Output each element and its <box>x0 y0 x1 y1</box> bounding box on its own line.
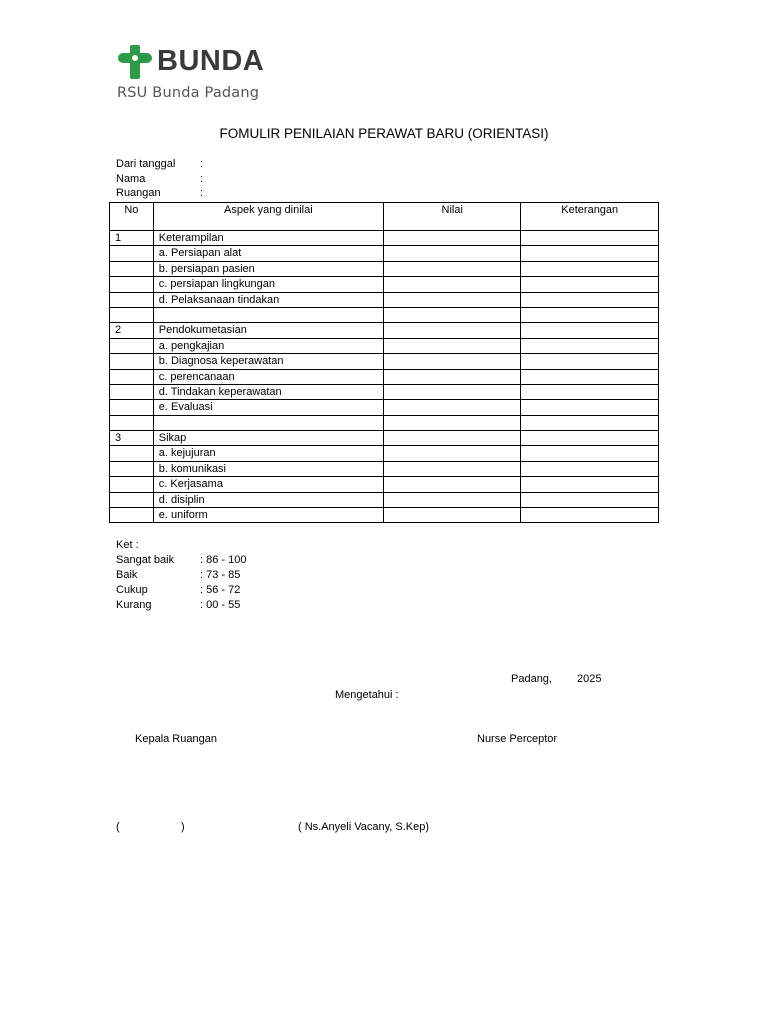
table-body <box>110 231 659 523</box>
cell-keterangan[interactable] <box>521 477 659 492</box>
cell-no <box>110 261 154 276</box>
cell-keterangan[interactable] <box>521 415 659 430</box>
cell-no <box>110 477 154 492</box>
table-row <box>110 338 659 353</box>
cell-nilai[interactable] <box>383 323 521 338</box>
form-title: FOMULIR PENILAIAN PERAWAT BARU (ORIENTASI) <box>219 126 549 141</box>
cell-aspek: d. disiplin <box>153 492 383 507</box>
table-row <box>110 369 659 384</box>
table-row <box>110 323 659 338</box>
cell-aspek: a. pengkajian <box>153 338 383 353</box>
cell-aspek: e. uniform <box>153 508 383 523</box>
field-separator: : <box>200 187 204 199</box>
legend-label: Kurang <box>116 599 152 611</box>
cell-aspek: e. Evaluasi <box>153 400 383 415</box>
cell-keterangan[interactable] <box>521 277 659 292</box>
legend-label: Cukup <box>116 584 148 596</box>
cell-keterangan[interactable] <box>521 384 659 399</box>
cell-nilai[interactable] <box>383 307 521 322</box>
cell-no <box>110 277 154 292</box>
legend-range: : 00 - 55 <box>200 599 241 611</box>
left-signer-role: Kepala Ruangan <box>135 733 217 745</box>
legend-range: : 73 - 85 <box>200 569 241 581</box>
table-row <box>110 477 659 492</box>
cell-aspek: Keterampilan <box>153 231 383 246</box>
cell-nilai[interactable] <box>383 492 521 507</box>
column-header-keterangan: Keterangan <box>521 203 659 231</box>
right-signer-role: Nurse Perceptor <box>477 733 558 745</box>
table-row <box>110 292 659 307</box>
cell-no: 3 <box>110 431 154 446</box>
cell-keterangan[interactable] <box>521 492 659 507</box>
cell-keterangan[interactable] <box>521 400 659 415</box>
cell-nilai[interactable] <box>383 277 521 292</box>
cell-keterangan[interactable] <box>521 292 659 307</box>
cell-keterangan[interactable] <box>521 261 659 276</box>
cell-nilai[interactable] <box>383 415 521 430</box>
column-header-no: No <box>110 203 154 231</box>
cell-keterangan[interactable] <box>521 338 659 353</box>
table-row <box>110 354 659 369</box>
cell-nilai[interactable] <box>383 246 521 261</box>
cell-aspek: d. Tindakan keperawatan <box>153 384 383 399</box>
cell-nilai[interactable] <box>383 477 521 492</box>
left-signer-open-paren: ( <box>116 821 120 833</box>
hospital-cross-logo-icon <box>118 45 152 79</box>
cell-aspek: c. perencanaan <box>153 369 383 384</box>
logo-wordmark: BUNDA <box>157 45 265 77</box>
table-row <box>110 261 659 276</box>
table-row <box>110 277 659 292</box>
cell-keterangan[interactable] <box>521 446 659 461</box>
cell-aspek: b. persiapan pasien <box>153 261 383 276</box>
cell-no <box>110 338 154 353</box>
cell-nilai[interactable] <box>383 292 521 307</box>
table-row <box>110 384 659 399</box>
table-row <box>110 431 659 446</box>
cell-keterangan[interactable] <box>521 231 659 246</box>
field-label-ruangan: Ruangan <box>116 187 161 199</box>
cell-no <box>110 384 154 399</box>
legend-range: : 86 - 100 <box>200 554 247 566</box>
cell-nilai[interactable] <box>383 461 521 476</box>
cell-no <box>110 354 154 369</box>
table-row <box>110 492 659 507</box>
field-separator: : <box>200 158 204 170</box>
cell-keterangan[interactable] <box>521 307 659 322</box>
field-label-dari-tanggal: Dari tanggal <box>116 158 176 170</box>
table-row <box>110 400 659 415</box>
cell-nilai[interactable] <box>383 431 521 446</box>
legend-label: Sangat baik <box>116 554 175 566</box>
signature-place: Padang, <box>511 673 552 685</box>
legend-range: : 56 - 72 <box>200 584 241 596</box>
cell-no <box>110 369 154 384</box>
cell-aspek: a. kejujuran <box>153 446 383 461</box>
legend-label: Baik <box>116 569 138 581</box>
cell-aspek: Pendokumetasian <box>153 323 383 338</box>
field-separator: : <box>200 173 204 185</box>
column-header-nilai: Nilai <box>383 203 521 231</box>
field-label-nama: Nama <box>116 173 146 185</box>
table-row <box>110 446 659 461</box>
cell-nilai[interactable] <box>383 508 521 523</box>
legend-heading: Ket : <box>116 539 139 551</box>
cell-no <box>110 461 154 476</box>
table-header-row <box>110 203 659 231</box>
cell-keterangan[interactable] <box>521 323 659 338</box>
cell-nilai[interactable] <box>383 231 521 246</box>
cell-nilai[interactable] <box>383 446 521 461</box>
table-row <box>110 307 659 322</box>
table-row <box>110 508 659 523</box>
cell-nilai[interactable] <box>383 338 521 353</box>
signature-year: 2025 <box>577 673 602 685</box>
cell-no: 2 <box>110 323 154 338</box>
left-signer-close-paren: ) <box>181 821 185 833</box>
cell-aspek: Sikap <box>153 431 383 446</box>
cell-keterangan[interactable] <box>521 354 659 369</box>
cell-keterangan[interactable] <box>521 369 659 384</box>
cell-no <box>110 492 154 507</box>
acknowledged-label: Mengetahui : <box>335 689 399 701</box>
cell-nilai[interactable] <box>383 384 521 399</box>
cell-no <box>110 508 154 523</box>
cell-no: 1 <box>110 231 154 246</box>
cell-aspek: d. Pelaksanaan tindakan <box>153 292 383 307</box>
cell-no <box>110 400 154 415</box>
cell-no <box>110 292 154 307</box>
cell-keterangan[interactable] <box>521 461 659 476</box>
logo-subtitle: RSU Bunda Padang <box>117 85 260 101</box>
table-row <box>110 246 659 261</box>
column-header-aspek: Aspek yang dinilai <box>153 203 383 231</box>
cell-aspek: a. Persiapan alat <box>153 246 383 261</box>
cell-no <box>110 246 154 261</box>
cell-aspek: c. persiapan lingkungan <box>153 277 383 292</box>
cell-nilai[interactable] <box>383 369 521 384</box>
cell-no <box>110 307 154 322</box>
cell-aspek <box>153 307 383 322</box>
cell-keterangan[interactable] <box>521 431 659 446</box>
cell-nilai[interactable] <box>383 261 521 276</box>
cell-aspek <box>153 415 383 430</box>
cell-aspek: b. Diagnosa keperawatan <box>153 354 383 369</box>
right-signer-name: ( Ns.Anyeli Vacany, S.Kep) <box>298 821 430 833</box>
cell-keterangan[interactable] <box>521 508 659 523</box>
table-row <box>110 461 659 476</box>
cell-keterangan[interactable] <box>521 246 659 261</box>
evaluation-table <box>109 202 659 523</box>
cell-no <box>110 446 154 461</box>
cell-no <box>110 415 154 430</box>
cell-aspek: b. komunikasi <box>153 461 383 476</box>
table-row <box>110 415 659 430</box>
cell-nilai[interactable] <box>383 400 521 415</box>
table-row <box>110 231 659 246</box>
cell-aspek: c. Kerjasama <box>153 477 383 492</box>
cell-nilai[interactable] <box>383 354 521 369</box>
